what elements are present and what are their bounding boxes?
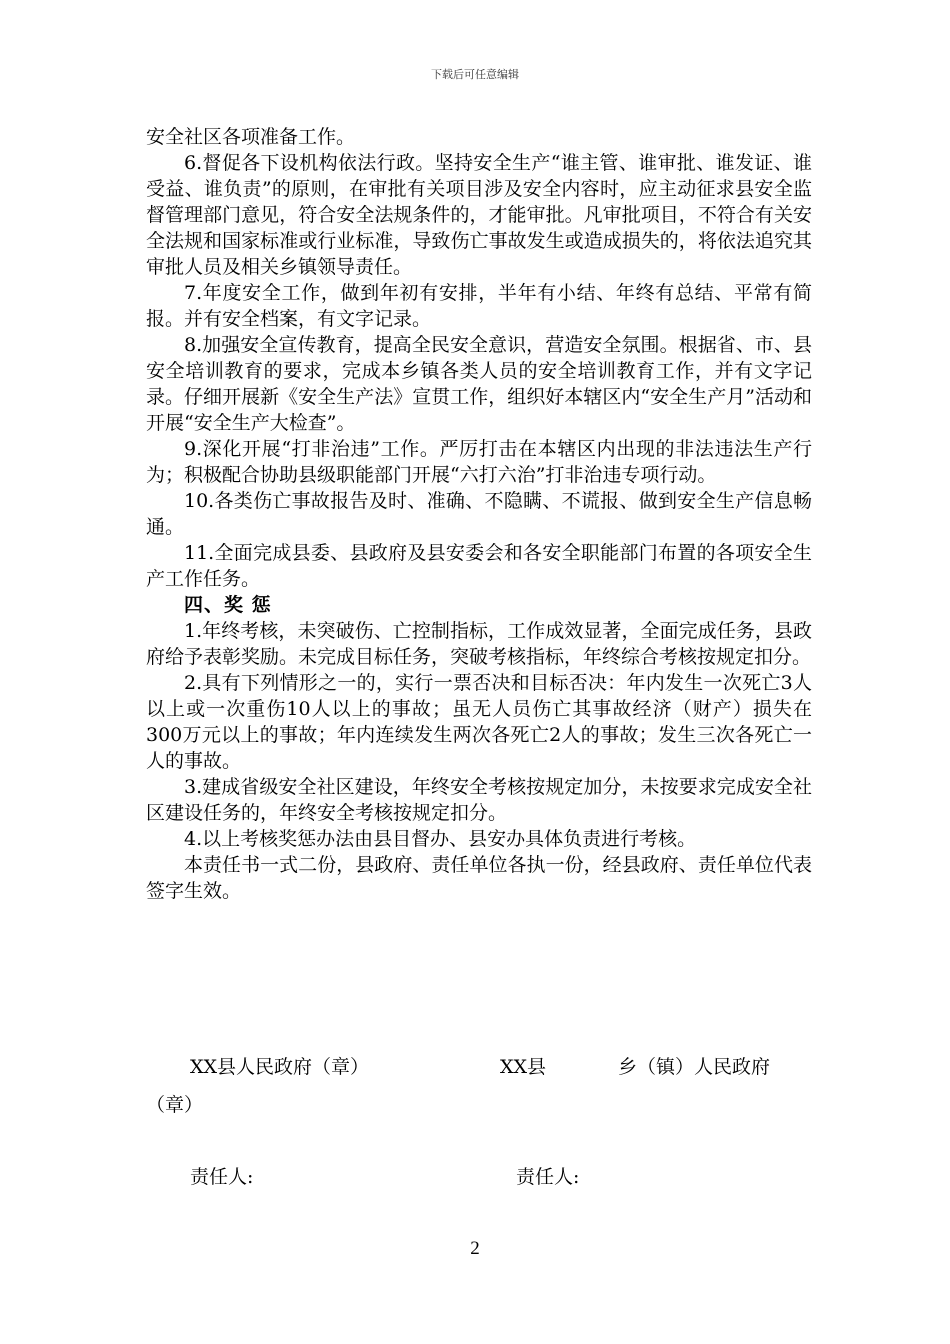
paragraph: 9.深化开展“打非治违”工作。严厉打击在本辖区内出现的非法违法生产行为；积极配合协助县级职能部门开展“六打六治”打非治违专项行动。	[146, 438, 812, 486]
paragraph: 11.全面完成县委、县政府及县安委会和各安全职能部门布置的各项安全生产工作任务。	[146, 542, 812, 590]
paragraph: 2.具有下列情形之一的，实行一票否决和目标否决：年内发生一次死亡3人以上或一次重伤10人以上的事故；虽无人员伤亡其事故经济（财产）损失在300万元以上的事故；年内连续发生两次各死亡2人的事故；发生三次各死亡一人的事故。	[146, 672, 812, 772]
signature-right-party-seal: （章）	[146, 1094, 204, 1116]
signature-left-party: XX县人民政府（章）	[190, 1056, 370, 1078]
paragraph: 安全社区各项准备工作。	[146, 126, 356, 148]
signature-right-party-rest: 乡（镇）人民政府	[618, 1056, 771, 1078]
signature-left-person: 责任人:	[190, 1166, 254, 1188]
paragraph: 4.以上考核奖惩办法由县目督办、县安办具体负责进行考核。	[184, 828, 697, 850]
document-body	[146, 124, 812, 904]
page-header-note: 下载后可任意编辑	[431, 68, 519, 81]
paragraph: 10.各类伤亡事故报告及时、准确、不隐瞒、不谎报、做到安全生产信息畅通。	[146, 490, 812, 538]
signature-right-person: 责任人:	[516, 1166, 580, 1188]
paragraph: 3.建成省级安全社区建设，年终安全考核按规定加分，未按要求完成安全社区建设任务的，年终安全考核按规定扣分。	[146, 776, 812, 824]
paragraph: 1.年终考核，未突破伤、亡控制指标，工作成效显著，全面完成任务，县政府给予表彰奖励。未完成目标任务，突破考核指标，年终综合考核按规定扣分。	[146, 620, 812, 668]
signature-right-party-county: XX县	[500, 1056, 547, 1078]
paragraph: 8.加强安全宣传教育，提高全民安全意识，营造安全氛围。根据省、市、县安全培训教育的要求，完成本乡镇各类人员的安全培训教育工作，并有文字记录。仔细开展新《安全生产法》宣贯工作，组织好本辖区内“安全生产月”活动和开展“安全生产大检查”。	[146, 334, 812, 434]
section-heading: 四、奖 惩	[184, 594, 272, 616]
paragraph: 本责任书一式二份，县政府、责任单位各执一份，经县政府、责任单位代表签字生效。	[146, 854, 812, 902]
paragraph: 7.年度安全工作，做到年初有安排，半年有小结、年终有总结、平常有简报。并有安全档案，有文字记录。	[146, 282, 812, 330]
paragraph: 6.督促各下设机构依法行政。坚持安全生产“谁主管、谁审批、谁发证、谁受益、谁负责”的原则，在审批有关项目涉及安全内容时，应主动征求县安全监督管理部门意见，符合安全法规条件的，才能审批。凡审批项目，不符合有关安全法规和国家标准或行业标准，导致伤亡事故发生或造成损失的，将依法追究其审批人员及相关乡镇领导责任。	[146, 152, 812, 278]
page-number: 2	[470, 1238, 480, 1259]
